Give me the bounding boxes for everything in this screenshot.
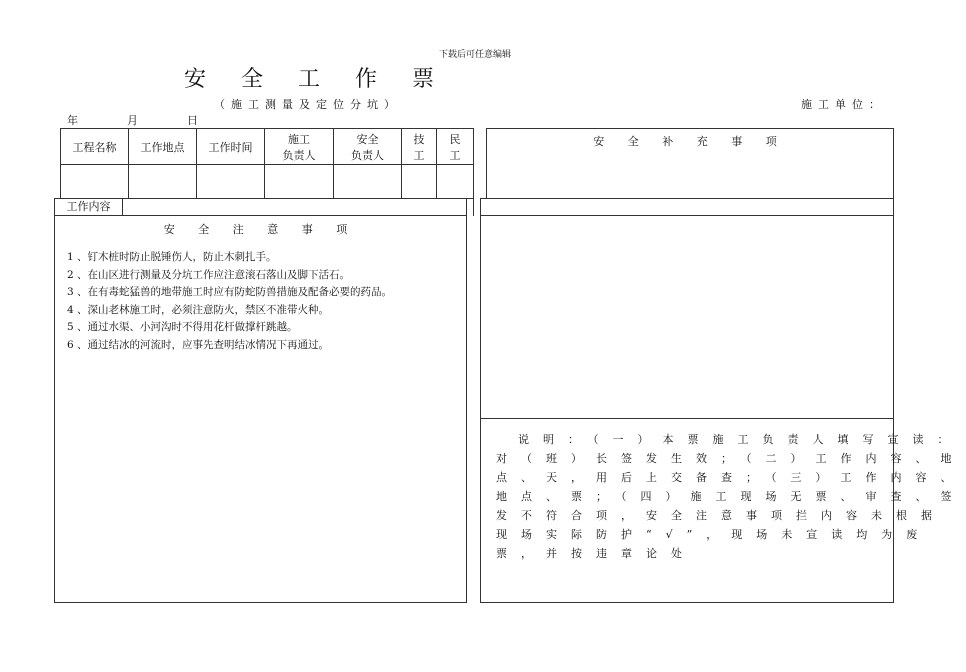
header-note: 下载后可任意编辑 bbox=[438, 50, 511, 60]
header-laborer-line2: 工 bbox=[449, 148, 461, 162]
safety-lead-cell[interactable] bbox=[334, 165, 402, 199]
header-safety-lead-line1: 安全 bbox=[356, 132, 379, 146]
safety-notes-panel bbox=[54, 215, 467, 603]
divider-line bbox=[473, 198, 474, 216]
list-item: 2 、在山区进行测量及分坑工作应注意滚石落山及脚下活石。 bbox=[67, 268, 351, 281]
date-year-label: 年 bbox=[67, 114, 78, 127]
list-item: 4 、深山老林施工时，必须注意防火，禁区不准带火种。 bbox=[67, 303, 330, 316]
header-safety-lead-line2: 负责人 bbox=[351, 148, 384, 162]
header-laborer-line1: 民 bbox=[449, 132, 461, 146]
table-header-row bbox=[61, 129, 474, 165]
list-item: 5 、通过水渠、小河沟时不得用花杆做撑杆跳越。 bbox=[67, 321, 298, 333]
work-content-row bbox=[54, 198, 467, 216]
date-day-label: 日 bbox=[187, 114, 198, 127]
header-laborer bbox=[437, 129, 474, 165]
header-technician-line1: 技 bbox=[413, 132, 425, 146]
construction-lead-cell[interactable] bbox=[265, 165, 334, 199]
header-work-time: 工作时间 bbox=[197, 129, 265, 165]
safety-notes-list bbox=[67, 249, 392, 354]
list-item: 6 、通过结冰的河流时，应事先查明结冰情况下再通过。 bbox=[67, 338, 330, 351]
list-item: 1 、钉木桩时防止脱锤伤人，防止木刺扎手。 bbox=[67, 251, 277, 263]
table-entry-row bbox=[61, 165, 474, 199]
header-safety-lead bbox=[334, 129, 402, 165]
work-time-cell[interactable] bbox=[197, 165, 265, 199]
list-item: 3 、在有毒蛇猛兽的地带施工时应有防蛇防兽措施及配备必要的药品。 bbox=[67, 286, 393, 298]
header-construction-lead-line2: 负责人 bbox=[282, 148, 316, 162]
explanation-text: 说明：（一）本票施工负责人填写宣读：对（班）长签发生效；（二）工作内容、地点、天，用后上交备查；（三）工作内容、地点、票；（四）施工现场无票、审查、签发不符合项，安全注意事项拦内容未根据现场实际防护“√”，现场未宣读均为废票，并按违章论处 bbox=[496, 433, 966, 560]
ticket-info-table bbox=[60, 128, 474, 199]
header-construction-lead-line1: 施工 bbox=[288, 132, 310, 146]
header-construction-lead bbox=[265, 129, 334, 165]
safety-notes-title: 安 全 注 意 事 项 bbox=[163, 223, 358, 236]
page-title: 安 全 工 作 票 bbox=[184, 67, 448, 92]
work-location-cell[interactable] bbox=[129, 165, 197, 199]
technician-cell[interactable] bbox=[402, 165, 437, 199]
header-technician bbox=[402, 129, 437, 165]
work-content-label: 工作内容 bbox=[55, 199, 123, 215]
page-subtitle: （施工测量及定位分坑） bbox=[214, 98, 401, 111]
work-content-row-right bbox=[480, 198, 894, 216]
supplement-panel bbox=[486, 128, 894, 198]
supplement-entry-area[interactable] bbox=[480, 215, 894, 419]
date-month-label: 月 bbox=[127, 114, 138, 127]
supplement-title: 安 全 补 充 事 项 bbox=[593, 135, 787, 148]
explanation-panel bbox=[480, 418, 966, 603]
header-work-location: 工作地点 bbox=[129, 129, 197, 165]
laborer-cell[interactable] bbox=[437, 165, 474, 199]
construction-unit-label: 施工单位： bbox=[801, 98, 886, 111]
header-project-name: 工程名称 bbox=[61, 129, 129, 165]
header-technician-line2: 工 bbox=[413, 148, 425, 162]
project-name-cell[interactable] bbox=[61, 165, 129, 199]
